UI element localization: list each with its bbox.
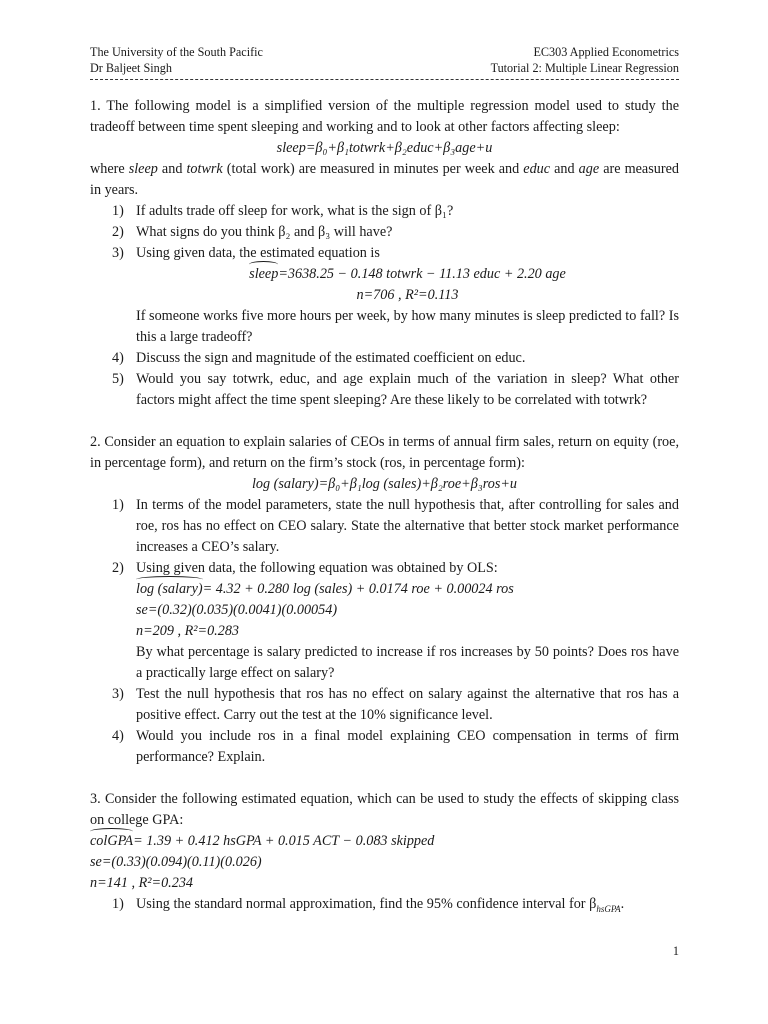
q1-where: where sleep and totwrk (total work) are measured in minutes per week and educ and age are measured in years. xyxy=(90,161,679,198)
q2-intro: 2. Consider an equation to explain salaries of CEOs in terms of annual firm sales, return on equity (roe, in percentage form), and return on the firm’s stock (ros, in percentage form): xyxy=(90,434,679,471)
q1-estimated-stats: n=706 , R²=0.113 xyxy=(356,287,459,303)
q3-standard-errors: se=(0.33)(0.094)(0.11)(0.026) xyxy=(90,854,262,870)
q1-estimated-equation: sleep=3638.25 − 0.148 totwrk − 11.13 educ + 2.20 age xyxy=(136,264,679,285)
q2-item-1: 1) In terms of the model parameters, state the null hypothesis that, after controlling for sales and roe, ros has no effect on CEO salary. State the alternative that better stock market performance increases a CEO’s salary. xyxy=(112,497,679,555)
q2-item-4: 4) Would you include ros in a final model explaining CEO compensation in terms of firm performance? Explain. xyxy=(112,728,679,765)
q1-item-3: 3) Using given data, the estimated equation is sleep=3638.25 − 0.148 totwrk − 11.13 educ + 2.20 age n=706 , R²=0.113 If someone works five more hours per week, by how many minutes is sleep predicted to fall? Is this a large tradeoff? xyxy=(90,243,679,348)
header-left xyxy=(90,44,263,76)
tutorial-body xyxy=(90,96,679,915)
q1-item-5: 5) Would you say totwrk, educ, and age explain much of the variation in sleep? What other factors might affect the time spent sleeping? Are these likely to be correlated with totwrk? xyxy=(112,371,679,408)
q2-standard-errors: se=(0.32)(0.035)(0.0041)(0.00054) xyxy=(136,602,338,618)
header-university: The University of the South Pacific xyxy=(90,45,263,59)
q1-followup: If someone works five more hours per week, by how many minutes is sleep predicted to fall? Is this a large tradeoff? xyxy=(136,308,679,345)
header-divider xyxy=(90,79,679,80)
q1-item-1: 1) If adults trade off sleep for work, what is the sign of β₁? xyxy=(112,203,454,219)
q1-item-2: 2) What signs do you think β₂ and β₃ will have? xyxy=(112,224,393,240)
q1-intro: 1. The following model is a simplified version of the multiple regression model used to study the tradeoff between time spent sleeping and working and to look at other factors affecting sleep: xyxy=(90,98,679,135)
header-tutorial: Tutorial 2: Multiple Linear Regression xyxy=(490,61,679,75)
q2-estimated-stats: n=209 , R²=0.283 xyxy=(136,623,240,639)
q1-model-equation: sleep=β₀+β₁totwrk+β₂educ+β₃age+u xyxy=(276,140,493,156)
q2-followup: By what percentage is salary predicted to increase if ros increases by 50 points? Does ros have a practically large effect on salary? xyxy=(136,644,679,681)
header-author: Dr Baljeet Singh xyxy=(90,61,172,75)
q2-estimated-equation: log (salary)= 4.32 + 0.280 log (sales) + 0.0174 roe + 0.00024 ros xyxy=(136,579,679,600)
q1-item-4: 4) Discuss the sign and magnitude of the estimated coefficient on educ. xyxy=(112,350,526,366)
q2-item-2: 2) Using given data, the following equation was obtained by OLS: log (salary)= 4.32 + 0.280 log (sales) + 0.0174 roe + 0.00024 ros se=(0.32)(0.035)(0.0041)(0.00054) n=209 , R²=0.283 By what percentage is salary predicted to increase if ros increases by 50 points? Does ros have a practically large effect on salary? xyxy=(90,558,679,684)
q3-item-1: 1) Using the standard normal approximation, find the 95% confidence interval for $\beta_{hsGPA}$. xyxy=(112,896,625,914)
q3-estimated-stats: n=141 , R²=0.234 xyxy=(90,875,194,891)
q1-subquestions xyxy=(90,201,679,411)
q3-estimated-equation: colGPA= 1.39 + 0.412 hsGPA + 0.015 ACT − 0.083 skipped xyxy=(90,831,679,852)
page-number: 1 xyxy=(672,944,679,958)
q2-subquestions xyxy=(90,495,679,768)
q2-model-equation: log (salary)=β₀+β₁log (sales)+β₂roe+β₃ros+u xyxy=(251,476,518,492)
header-right xyxy=(491,44,679,76)
q2-item-3: 3) Test the null hypothesis that ros has no effect on salary against the alternative that ros has a positive effect. Carry out the test at the 10% significance level. xyxy=(112,686,679,723)
header-course: EC303 Applied Econometrics xyxy=(533,45,679,59)
q3-intro: 3. Consider the following estimated equation, which can be used to study the effects of skipping class on college GPA: xyxy=(90,791,679,828)
q3-subquestions xyxy=(90,894,679,915)
